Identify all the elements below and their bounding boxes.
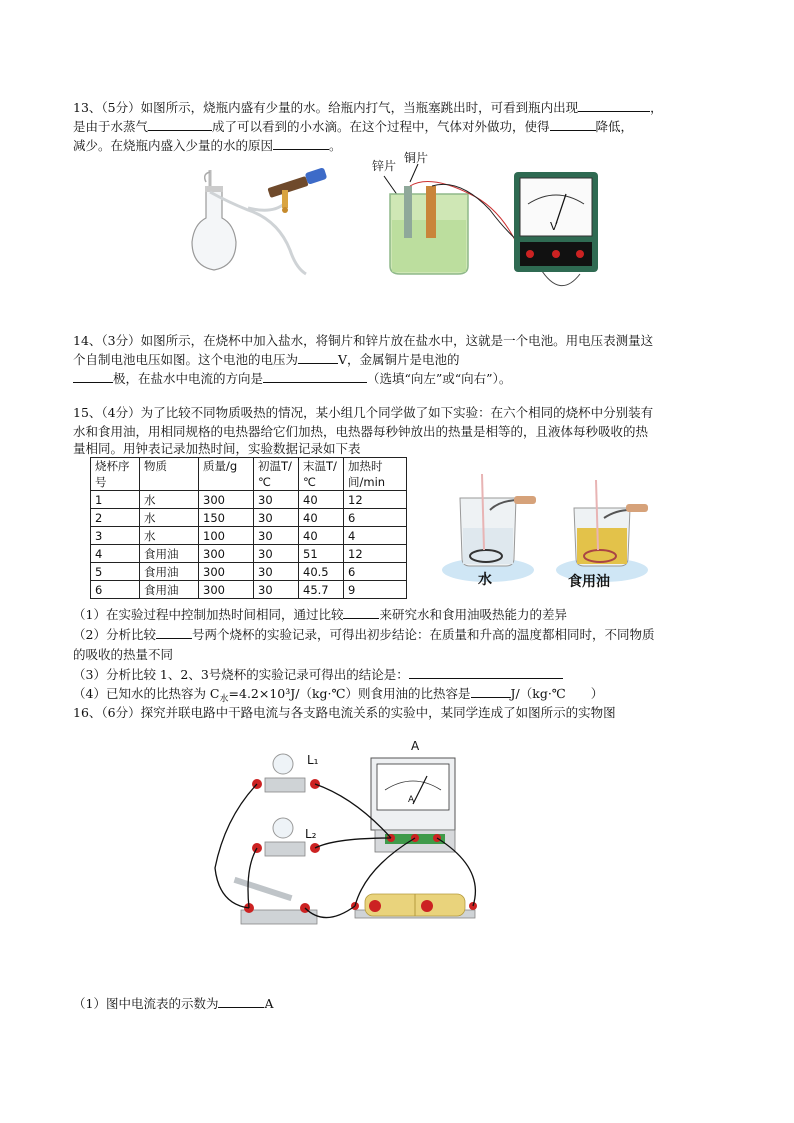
q15-blank-2[interactable] — [156, 626, 192, 639]
table-cell: 水 — [140, 509, 199, 527]
q15-text-3: 量相同。用钟表记录加热时间，实验数据记录如下表 — [73, 441, 361, 456]
table-row — [91, 581, 407, 599]
q13-blank-2[interactable] — [148, 118, 212, 131]
q15-sub2-text-a: （2）分析比较 — [73, 627, 156, 642]
table-cell: 食用油 — [140, 545, 199, 563]
table-cell: 1 — [91, 491, 140, 509]
q14-blank-1[interactable] — [298, 351, 338, 364]
beakers-figure — [440, 470, 650, 590]
q15-blank-1[interactable] — [343, 606, 379, 619]
q14-text-3b: （选填“向左”或“向右”）。 — [367, 371, 512, 386]
table-cell: 食用油 — [140, 563, 199, 581]
zinc-label: 锌片 — [372, 159, 397, 173]
q15-sub4-subscript: 水 — [219, 694, 229, 705]
q15-sub1 — [73, 605, 733, 624]
ammeter-top-label: A — [411, 739, 420, 753]
q13-text-3b: 。 — [329, 138, 342, 153]
voltmeter-label: V — [550, 220, 558, 233]
parallel-circuit-figure — [205, 738, 495, 938]
q13-text-2c: 降低， — [595, 119, 634, 134]
table-cell: 40 — [299, 509, 344, 527]
q16-blank-1[interactable] — [218, 995, 264, 1008]
table-cell: 30 — [254, 509, 299, 527]
q16-sub1-text-b: A — [264, 996, 274, 1011]
table-row — [91, 491, 407, 509]
table-cell: 30 — [254, 545, 299, 563]
q15-text-1: 15、（4分）为了比较不同物质吸热的情况，某小组几个同学做了如下实验：在六个相同的烧杯中分别装有 — [73, 405, 654, 420]
q13-blank-4[interactable] — [273, 137, 329, 150]
table-cell: 300 — [199, 581, 254, 599]
table-cell: 300 — [199, 563, 254, 581]
table-row — [91, 545, 407, 563]
q15-sub2-cont — [73, 645, 733, 664]
table-cell: 4 — [344, 527, 407, 545]
q16-sub1-text-a: （1）图中电流表的示数为 — [73, 996, 219, 1011]
table-cell: 12 — [344, 545, 407, 563]
table-row — [91, 527, 407, 545]
q15-blank-4[interactable] — [471, 685, 511, 698]
q15-sub1-text-b: 来研究水和食用油吸热能力的差异 — [379, 607, 567, 622]
table-header-cell: 烧杯序号 — [91, 458, 140, 491]
table-cell: 6 — [344, 563, 407, 581]
q14-text-2a: 个自制电池电压如图。这个电池的电压为 — [73, 352, 299, 367]
q15-sub2-text-b: 号两个烧杯的实验记录，可得出初步结论：在质量和升高的温度都相同时，不同物质 — [191, 627, 655, 642]
table-cell: 12 — [344, 491, 407, 509]
q14-text-2b: V，金属铜片是电池的 — [338, 352, 460, 367]
table-header-cell: 初温T/℃ — [254, 458, 299, 491]
table-cell: 水 — [140, 491, 199, 509]
q13-comma: ， — [650, 100, 663, 115]
table-cell: 30 — [254, 527, 299, 545]
table-header-cell: 质量/g — [199, 458, 254, 491]
q13-blank-3[interactable] — [550, 118, 596, 131]
q16-line1 — [73, 703, 733, 722]
table-cell: 51 — [299, 545, 344, 563]
q13-text: 13、（5分）如图所示，烧瓶内盛有少量的水。给瓶内打气，当瓶塞跳出时，可看到瓶内出现 — [73, 100, 579, 115]
q15-sub3 — [73, 665, 733, 684]
q15-sub3-text: （3）分析比较 1、2、3号烧杯的实验记录可得出的结论是： — [73, 667, 409, 682]
table-cell: 6 — [91, 581, 140, 599]
table-cell: 300 — [199, 491, 254, 509]
q13-line2 — [73, 117, 733, 136]
q14-text-3a: 极，在盐水中电流的方向是 — [113, 371, 264, 386]
table-cell: 3 — [91, 527, 140, 545]
table-cell: 40 — [299, 491, 344, 509]
q13-text-2b: 成了可以看到的小水滴。在这个过程中，气体对外做功，使得 — [212, 119, 550, 134]
table-cell: 2 — [91, 509, 140, 527]
q15-sub2-text-c: 的吸收的热量不同 — [73, 647, 174, 662]
L2-label: L₂ — [305, 827, 317, 841]
q15-line3 — [73, 439, 733, 458]
table-cell: 40 — [299, 527, 344, 545]
table-header-row — [91, 458, 407, 491]
q14-blank-3[interactable] — [263, 370, 367, 383]
table-cell: 40.5 — [299, 563, 344, 581]
copper-label: 铜片 — [404, 151, 429, 165]
experiment-data-table — [90, 457, 407, 599]
table-cell: 30 — [254, 491, 299, 509]
table-header-cell: 末温T/℃ — [299, 458, 344, 491]
q15-sub1-text-a: （1）在实验过程中控制加热时间相同，通过比较 — [73, 607, 344, 622]
q14-text-1: 14、（3分）如图所示，在烧杯中加入盐水，将铜片和锌片放在盐水中，这就是一个电池。用电压表测量这 — [73, 333, 654, 348]
q15-blank-3[interactable] — [409, 666, 563, 679]
battery-voltmeter-figure — [370, 150, 600, 310]
table-cell: 30 — [254, 581, 299, 599]
q15-sub2 — [73, 625, 733, 644]
table-header-cell: 物质 — [140, 458, 199, 491]
table-cell: 4 — [91, 545, 140, 563]
q13-blank-1[interactable] — [578, 99, 650, 112]
water-label: 水 — [478, 572, 492, 588]
oil-label: 食用油 — [568, 574, 610, 590]
q15-sub4-text-b: =4.2×10³J/（kg·℃）则食用油的比热容是 — [228, 686, 471, 701]
q14-blank-2[interactable] — [73, 370, 113, 383]
table-cell: 150 — [199, 509, 254, 527]
q13-line1 — [73, 98, 733, 117]
q15-sub4-text-a: （4）已知水的比热容为 C — [73, 686, 220, 701]
q13-text-3a: 减少。在烧瓶内盛入少量的水的原因 — [73, 138, 274, 153]
q16-sub1 — [73, 994, 733, 1013]
q13-text-2a: 是由于水蒸气 — [73, 119, 149, 134]
q15-text-2: 水和食用油，用相同规格的电热器给它们加热，电热器每秒钟放出的热量是相等的，且液体每秒吸收的热 — [73, 424, 649, 439]
table-cell: 100 — [199, 527, 254, 545]
flask-pump-figure — [188, 162, 338, 278]
q14-line1 — [73, 331, 733, 350]
table-header-cell: 加热时间/min — [344, 458, 407, 491]
L1-label: L₁ — [307, 753, 319, 767]
q15-line1 — [73, 403, 733, 422]
table-row — [91, 563, 407, 581]
q14-line3 — [73, 369, 733, 388]
table-cell: 5 — [91, 563, 140, 581]
q16-text-1: 16、（6分）探究并联电路中干路电流与各支路电流关系的实验中，某同学连成了如图所示的实物图 — [73, 705, 616, 720]
ammeter-dial-label: A — [408, 795, 415, 805]
q14-line2 — [73, 350, 733, 369]
table-cell: 45.7 — [299, 581, 344, 599]
table-cell: 9 — [344, 581, 407, 599]
table-cell: 300 — [199, 545, 254, 563]
table-cell: 6 — [344, 509, 407, 527]
table-cell: 30 — [254, 563, 299, 581]
table-cell: 水 — [140, 527, 199, 545]
table-row — [91, 509, 407, 527]
q15-sub4-text-c: J/（kg·℃ ） — [510, 686, 604, 701]
table-cell: 食用油 — [140, 581, 199, 599]
